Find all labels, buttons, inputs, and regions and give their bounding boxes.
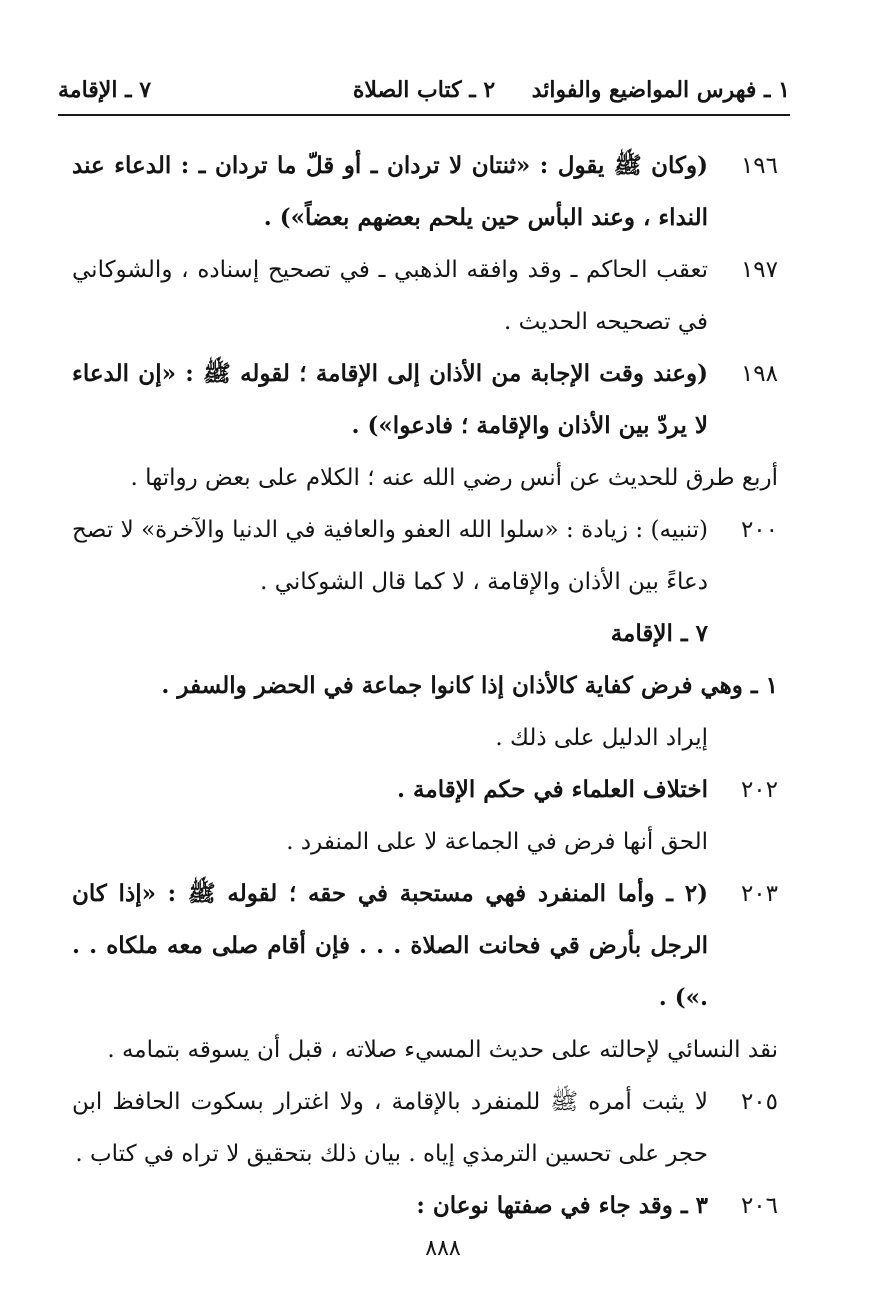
entry-text: نقد النسائي لإحالته على حديث المسيء صلاته ، قبل أن يسوقه بتمامه . — [107, 1037, 778, 1063]
entry-page-number: ١٩٧ — [740, 257, 778, 283]
index-entry — [72, 504, 778, 660]
entry-page-number: ٢٠٣ — [740, 881, 778, 907]
entry-body — [72, 1076, 708, 1180]
entry-body — [72, 660, 778, 712]
entry-body — [72, 868, 708, 1024]
entry-page-number: ٢٠٥ — [740, 1089, 778, 1115]
running-header — [58, 70, 790, 110]
entry-text: ٣ ـ وقد جاء في صفتها نوعان : — [416, 1192, 708, 1219]
entry-body — [72, 764, 708, 868]
entry-body — [72, 712, 708, 764]
entry-body — [72, 1180, 708, 1232]
index-entry — [72, 1076, 778, 1180]
index-entry — [72, 244, 778, 348]
index-entries — [72, 140, 778, 1232]
entry-page-number: ١٩٦ — [740, 153, 778, 179]
entry-body — [72, 244, 708, 348]
index-entry — [72, 868, 778, 1024]
index-entry — [72, 660, 778, 712]
entry-text: تعقب الحاكم ـ وقد وافقه الذهبي ـ في تصحيح إسناده ، والشوكاني في تصحيحه الحديث . — [72, 257, 708, 335]
entry-text: (وعند وقت الإجابة من الأذان إلى الإقامة ؛ لقوله ﷺ : «إن الدعاء لا يردّ بين الأذان والإقامة ؛ فادعوا») . — [72, 360, 708, 439]
entry-page-number: ٢٠٢ — [740, 777, 778, 803]
entry-body — [72, 504, 708, 660]
entry-text: ٧ ـ الإقامة — [610, 620, 708, 647]
entry-body — [72, 452, 778, 504]
entry-text: لا يثبت أمره ﷺ للمنفرد بالإقامة ، ولا اغترار بسكوت الحافظ ابن حجر على تحسين الترمذي إياه . بيان ذلك بتحقيق لا تراه في كتاب . — [72, 1089, 708, 1167]
entry-page-number: ٢٠٦ — [740, 1193, 778, 1219]
entry-text: أربع طرق للحديث عن أنس رضي الله عنه ؛ الكلام على بعض رواتها . — [130, 465, 778, 491]
entry-body — [72, 348, 708, 452]
entry-text: الحق أنها فرض في الجماعة لا على المنفرد . — [286, 829, 708, 855]
header-divider — [58, 114, 790, 116]
index-entry — [72, 712, 778, 764]
page-number: ٨٨٨ — [425, 1236, 461, 1261]
entry-text: إيراد الدليل على ذلك . — [495, 725, 708, 751]
header-center-title: ٢ ـ كتاب الصلاة — [352, 77, 496, 103]
header-right-title: ١ ـ فهرس المواضيع والفوائد — [531, 77, 790, 103]
entry-page-number — [708, 712, 778, 764]
index-entry — [72, 348, 778, 452]
index-entry — [72, 1024, 778, 1076]
entry-body — [72, 1024, 778, 1076]
header-left-title: ٧ ـ الإقامة — [58, 77, 152, 103]
index-entry — [72, 1180, 778, 1232]
entry-text: (وكان ﷺ يقول : «ثنتان لا تردان ـ أو قلّ ما تردان ـ : الدعاء عند النداء ، وعند البأس حين يلحم بعضهم بعضاً») . — [72, 152, 708, 231]
entry-body — [72, 140, 708, 244]
entry-page-number: ١٩٨ — [740, 361, 778, 387]
index-entry — [72, 452, 778, 504]
index-entry — [72, 140, 778, 244]
entry-text: اختلاف العلماء في حكم الإقامة . — [397, 776, 708, 803]
entry-text: ١ ـ وهي فرض كفاية كالأذان إذا كانوا جماعة في الحضر والسفر . — [161, 672, 778, 699]
index-entry — [72, 764, 778, 868]
entry-page-number: ٢٠٠ — [740, 517, 778, 543]
entry-text: (تنبيه) : زيادة : «سلوا الله العفو والعافية في الدنيا والآخرة» لا تصح دعاءً بين الأذان والإقامة ، لا كما قال الشوكاني . — [72, 517, 708, 595]
entry-text: (٢ ـ وأما المنفرد فهي مستحبة في حقه ؛ لقوله ﷺ : «إذا كان الرجل بأرض قي فحانت الصلاة . . . فإن أقام صلى معه ملكاه . . .») . — [72, 880, 708, 1011]
